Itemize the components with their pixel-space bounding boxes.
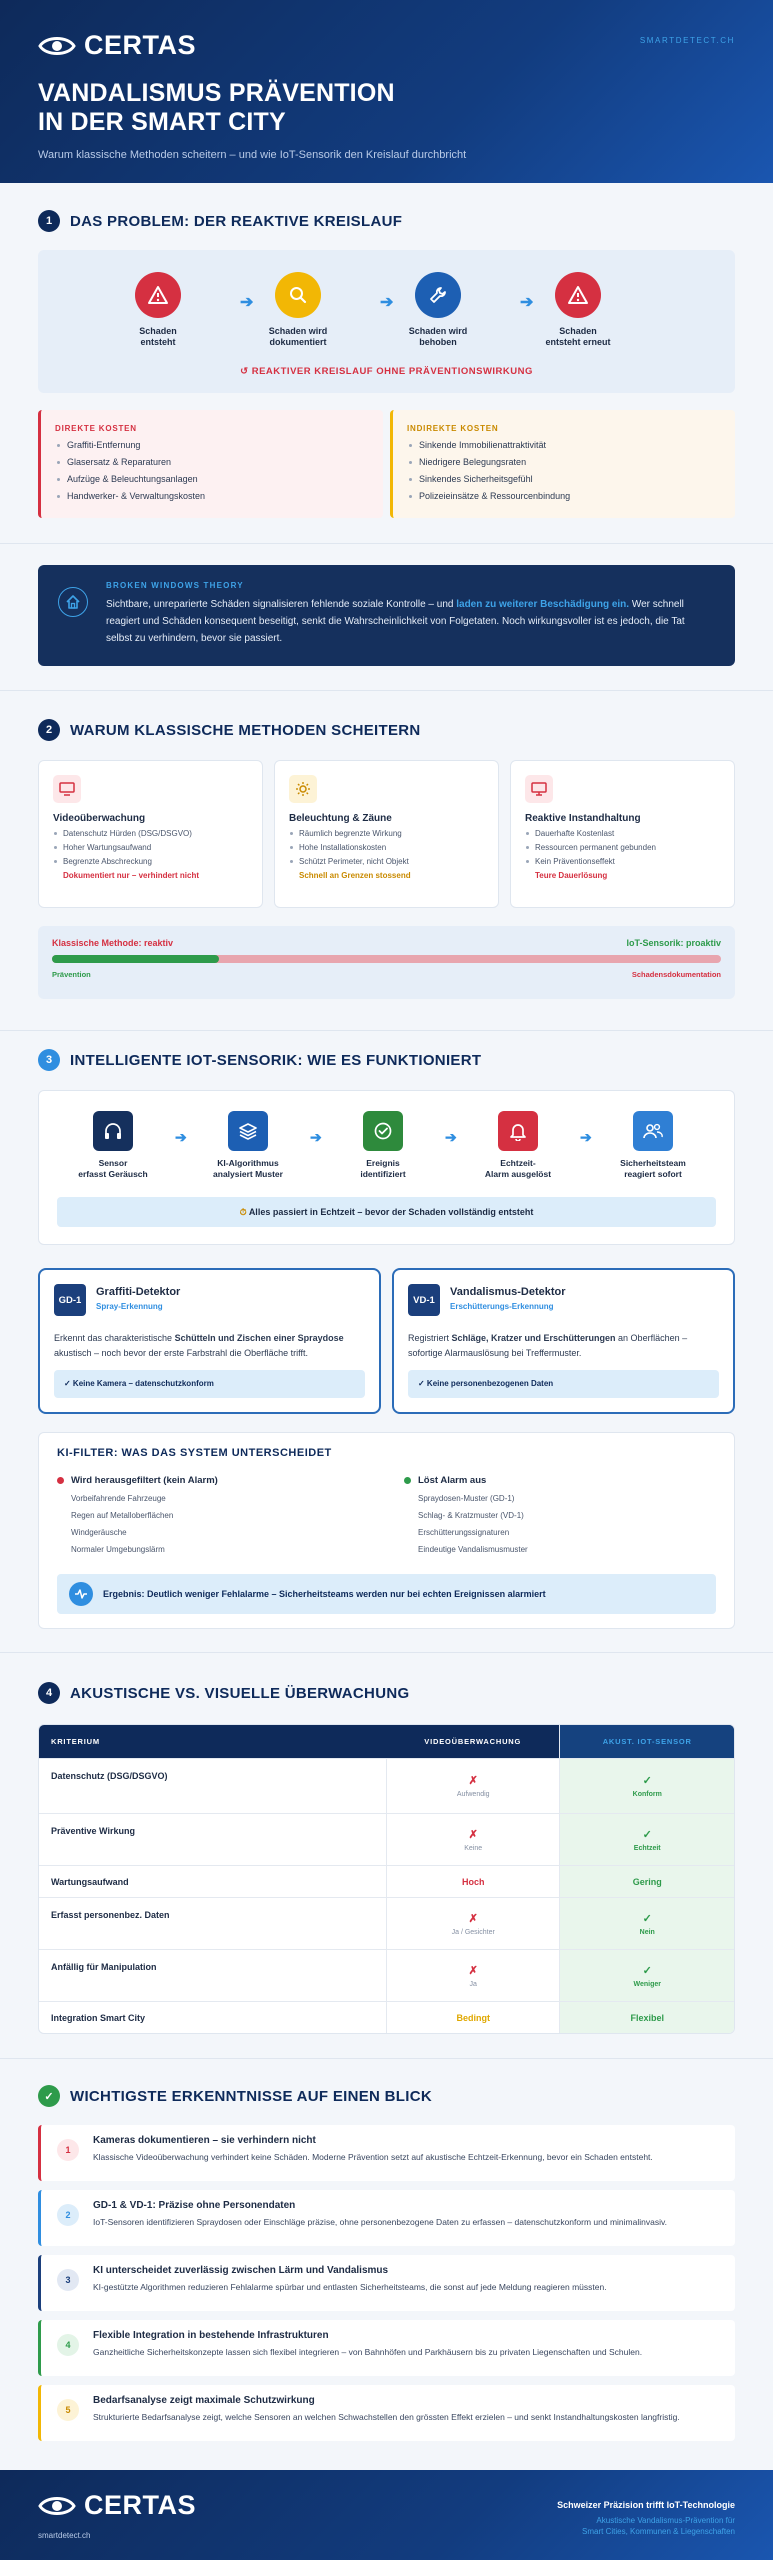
insight-text: IoT-Sensoren identifizieren Spraydosen oder Einschläge präzise, ohne personenbezogene Daten zu erfassen – datenschutzkonform und minimalinvasiv.	[93, 2217, 667, 2227]
pulse-icon	[69, 1582, 93, 1606]
green-dot-icon	[404, 1477, 411, 1484]
list-item: Niedrigere Belegungsraten	[407, 457, 721, 467]
column-header: AKUST. IOT-SENSOR	[559, 1725, 734, 1758]
title-line-2: IN DER SMART CITY	[38, 108, 286, 136]
insight-number: 2	[57, 2204, 79, 2226]
step-label: Schaden wird behoben	[408, 326, 468, 347]
table-row	[39, 1758, 734, 1813]
iot-step	[463, 1111, 573, 1180]
step-label: Schaden entsteht	[139, 326, 177, 347]
section-number: 4	[38, 1682, 60, 1704]
criterion: Integration Smart City	[51, 2012, 146, 2023]
headphones-icon	[93, 1111, 133, 1151]
list-item: Begrenzte Abschreckung	[53, 857, 248, 866]
ai-filter-box	[38, 1432, 735, 1629]
product-note: ✓ Keine Kamera – datenschutzkonform	[54, 1370, 365, 1398]
reactive-cycle-flow	[38, 250, 735, 393]
list-item: Dauerhafte Kostenlast	[525, 829, 720, 838]
cross-icon: ✗	[468, 1964, 478, 1977]
cell-note: Nein	[639, 1928, 655, 1936]
eye-icon	[38, 34, 76, 58]
arrow-right-icon: ➔	[310, 1129, 322, 1145]
check-icon: ✓	[642, 1964, 652, 1977]
tagline: Schweizer Präzision trifft IoT-Technologie	[557, 2500, 735, 2510]
check-icon: ✓	[642, 1912, 652, 1925]
cell-value: Bedingt	[456, 2012, 490, 2023]
insight-title: Flexible Integration in bestehende Infrastrukturen	[93, 2330, 329, 2341]
criterion: Erfasst personenbez. Daten	[51, 1910, 170, 1920]
step-label: KI-Algorithmus analysiert Muster	[213, 1158, 283, 1179]
list-item: Handwerker- & Verwaltungskosten	[55, 491, 369, 501]
cell-value: Flexibel	[630, 2012, 664, 2023]
result-text: Ergebnis: Deutlich weniger Fehlalarme – Sicherheitsteams werden nur bei echten Ereignissen alarmiert	[103, 1589, 546, 1599]
arrow-right-icon: ➔	[380, 294, 394, 311]
iot-step	[328, 1111, 438, 1180]
brand-name: CERTAS	[84, 30, 197, 60]
insight-card	[38, 2320, 735, 2376]
list-heading: Wird herausgefiltert (kein Alarm)	[71, 1475, 218, 1486]
arrow-right-icon: ➔	[240, 294, 254, 311]
eye-icon	[38, 2494, 76, 2518]
page-header	[0, 0, 773, 183]
criterion: Wartungsaufwand	[51, 1876, 129, 1887]
product-note: ✓ Keine personenbezogenen Daten	[408, 1370, 719, 1398]
list-item: Hohe Installationskosten	[289, 843, 484, 852]
list-item: Sinkende Immobilienattraktivität	[407, 440, 721, 450]
layers-icon	[228, 1111, 268, 1151]
step-label: Sensor erfasst Geräusch	[78, 1158, 148, 1179]
cell-note: Konform	[632, 1791, 662, 1798]
cycle-step	[253, 272, 343, 348]
warning-icon	[135, 272, 181, 318]
iot-step	[58, 1111, 168, 1180]
iot-flow	[38, 1090, 735, 1245]
check-icon: ✓	[642, 1775, 652, 1787]
criterion: Präventive Wirkung	[51, 1826, 135, 1836]
wrench-icon	[415, 272, 461, 318]
warning-icon	[555, 272, 601, 318]
list-item: Spraydosen-Muster (GD-1)	[418, 1494, 515, 1503]
insight-number: 5	[57, 2399, 79, 2421]
list-item: Regen auf Metalloberflächen	[71, 1511, 174, 1520]
cross-icon: ✗	[468, 1912, 478, 1925]
product-title: Graffiti-Detektor	[96, 1286, 181, 1298]
section-3-heading	[38, 1049, 481, 1071]
table-header	[39, 1725, 734, 1758]
check-circle-icon	[363, 1111, 403, 1151]
list-heading: Löst Alarm aus	[418, 1475, 487, 1486]
filter-title: KI-FILTER: WAS DAS SYSTEM UNTERSCHEIDET	[57, 1447, 332, 1459]
section-4-heading	[38, 1682, 409, 1704]
footer-tagline	[557, 2500, 735, 2537]
progress-bar	[52, 955, 721, 963]
bell-icon	[498, 1111, 538, 1151]
page-footer	[0, 2470, 773, 2560]
card-title: Videoüberwachung	[53, 813, 146, 824]
bar-sub-right: Schadensdokumentation	[631, 970, 721, 979]
column-header: KRITERIUM	[51, 1737, 100, 1746]
card-verdict: Dokumentiert nur – verhindert nicht	[63, 871, 200, 880]
cycle-step	[113, 272, 203, 348]
list-item: Hoher Wartungsaufwand	[53, 843, 248, 852]
section-title: DAS PROBLEM: DER REAKTIVE KREISLAUF	[70, 212, 403, 230]
insight-title: Kameras dokumentieren – sie verhindern nicht	[93, 2135, 316, 2146]
list-item: Windgeräusche	[71, 1528, 127, 1537]
tagline-sub: Akustische Vandalismus-Prävention für Smart Cities, Kommunen & Liegenschaften	[582, 2516, 735, 2536]
header-url[interactable]: SMARTDETECT.CH	[639, 36, 735, 45]
product-description: Erkennt das charakteristische Schütteln und Zischen einer Spraydose akustisch – noch bevor der erste Farbstrahl die Oberfläche trifft.	[54, 1333, 344, 1358]
section-1-heading	[38, 210, 402, 232]
filtered-list	[57, 1475, 357, 1554]
search-icon	[275, 272, 321, 318]
list-item: Aufzüge & Beleuchtungsanlagen	[55, 474, 369, 484]
broken-windows-theory-box	[38, 565, 735, 666]
cell-note: Aufwendig	[456, 1791, 490, 1798]
list-item: Polizeieinsätze & Ressourcenbindung	[407, 491, 721, 501]
theory-text: Sichtbare, unreparierte Schäden signalisieren fehlende soziale Kontrolle – und laden zu weiterer Beschädigung ein. Wer schnell reagiert und Schäden konsequent beseitigt, senkt die Wahrscheinlichkeit von Folgetaten. Noch wirkungsvoller ist es jedoch, die Tat selbst zu verhindern, bevor sie passiert.	[106, 599, 685, 644]
list-item: Erschütterungssignaturen	[418, 1528, 510, 1537]
cell-note: Ja / Gesichter	[451, 1928, 495, 1936]
iot-step	[598, 1111, 708, 1180]
table-row	[39, 2001, 734, 2033]
method-card-maintenance	[510, 760, 735, 908]
insight-card	[38, 2190, 735, 2246]
filter-result	[57, 1574, 716, 1614]
red-dot-icon	[57, 1477, 64, 1484]
insight-text: Strukturierte Bedarfsanalyse zeigt, welche Sensoren an welchen Schwachstellen den grössten Effekt erzielen – und senkt Instandhaltungskosten langfristig.	[93, 2412, 680, 2422]
sun-icon	[289, 775, 317, 803]
list-item: Glasersatz & Reparaturen	[55, 457, 369, 467]
list-item: Räumlich begrenzte Wirkung	[289, 829, 484, 838]
criterion: Datenschutz (DSG/DSGVO)	[51, 1771, 168, 1781]
arrow-right-icon: ➔	[580, 1129, 592, 1145]
table-row	[39, 1949, 734, 2001]
list-item: Schlag- & Kratzmuster (VD-1)	[418, 1511, 524, 1520]
iot-step	[193, 1111, 303, 1180]
product-badge: VD-1	[408, 1284, 440, 1316]
arrow-right-icon: ➔	[520, 294, 534, 311]
checkmark-icon: ✓	[38, 2085, 60, 2107]
cycle-caption: ↺ REAKTIVER KREISLAUF OHNE PRÄVENTIONSWIRKUNG	[240, 366, 533, 377]
page-subtitle: Warum klassische Methoden scheitern – und wie IoT-Sensorik den Kreislauf durchbricht	[38, 149, 467, 161]
cell-note: Keine	[464, 1844, 483, 1852]
criterion: Anfällig für Manipulation	[51, 1962, 157, 1972]
list-item: Graffiti-Entfernung	[55, 440, 369, 450]
monitor-icon	[53, 775, 81, 803]
realtime-text: Alles passiert in Echtzeit – bevor der Schaden vollständig entsteht	[248, 1207, 534, 1217]
table-row	[39, 1897, 734, 1949]
step-label: Sicherheitsteam reagiert sofort	[620, 1158, 686, 1179]
indirect-costs-title: INDIREKTE KOSTEN	[407, 424, 499, 433]
section-number: 2	[38, 719, 60, 741]
cell-value: Hoch	[461, 1876, 485, 1887]
check-icon: ✓	[642, 1828, 652, 1841]
list-item: Sinkendes Sicherheitsgefühl	[407, 474, 721, 484]
section-number: 1	[38, 210, 60, 232]
reactive-vs-proactive-bar	[38, 926, 735, 999]
insight-number: 1	[57, 2139, 79, 2161]
step-label: Ereignis identifiziert	[360, 1158, 406, 1179]
method-card-lighting	[274, 760, 499, 908]
section-title: WARUM KLASSISCHE METHODEN SCHEITERN	[70, 721, 421, 739]
cycle-step	[533, 272, 623, 348]
cell-value: Gering	[632, 1876, 662, 1887]
list-item: Datenschutz Hürden (DSG/DSGVO)	[53, 829, 248, 838]
insight-card	[38, 2255, 735, 2311]
card-verdict: Teure Dauerlösung	[535, 871, 608, 880]
brand-name: CERTAS	[84, 2490, 197, 2520]
insight-title: Bedarfsanalyse zeigt maximale Schutzwirkung	[93, 2395, 315, 2406]
cycle-step	[393, 272, 483, 348]
cell-note: Ja	[469, 1980, 477, 1988]
cross-icon: ✗	[468, 1828, 478, 1841]
section-number: 3	[38, 1049, 60, 1071]
insight-card	[38, 2385, 735, 2441]
title-line-1: VANDALISMUS PRÄVENTION	[38, 79, 395, 107]
step-label: Schaden wird dokumentiert	[268, 326, 328, 347]
list-item: Vorbeifahrende Fahrzeuge	[71, 1494, 166, 1503]
insight-text: Ganzheitliche Sicherheitskonzepte lassen sich flexibel integrieren – von Bahnhöfen und Parkhäusern bis zu privaten Liegenschaften und Schulen.	[93, 2347, 643, 2357]
section-title: WICHTIGSTE ERKENNTNISSE AUF EINEN BLICK	[70, 2087, 432, 2105]
section-5-heading	[38, 2085, 432, 2107]
bar-sub-left: Prävention	[52, 970, 91, 979]
insight-card	[38, 2125, 735, 2181]
vandalism-detector-card	[392, 1268, 735, 1414]
cell-note: Echtzeit	[633, 1844, 661, 1852]
column-header: VIDEOÜBERWACHUNG	[424, 1737, 522, 1746]
product-badge: GD-1	[54, 1284, 86, 1316]
arrow-right-icon: ➔	[445, 1129, 457, 1145]
insight-text: KI-gestützte Algorithmen reduzieren Fehlalarme spürbar und entlasten Sicherheitsteams, die sonst auf jede Meldung reagieren müssten.	[93, 2282, 607, 2292]
bar-left-label: Klassische Methode: reaktiv	[52, 938, 174, 948]
insight-number: 3	[57, 2269, 79, 2291]
indirect-costs-card	[390, 410, 735, 518]
list-item: Ressourcen permanent gebunden	[525, 843, 720, 852]
footer-url[interactable]: smartdetect.ch	[38, 2531, 91, 2540]
section-title: INTELLIGENTE IOT-SENSORIK: WIE ES FUNKTIONIERT	[70, 1051, 482, 1069]
realtime-banner	[57, 1197, 716, 1227]
list-item: Normaler Umgebungslärm	[71, 1545, 165, 1554]
insight-text: Klassische Videoüberwachung verhindert keine Schäden. Moderne Prävention setzt auf akustische Echtzeit-Erkennung, bevor ein Schaden entsteht.	[93, 2152, 653, 2162]
theory-title: BROKEN WINDOWS THEORY	[106, 581, 244, 590]
section-2-heading	[38, 719, 421, 741]
insight-title: GD-1 & VD-1: Präzise ohne Personendaten	[93, 2200, 296, 2211]
section-title: AKUSTISCHE VS. VISUELLE ÜBERWACHUNG	[70, 1684, 410, 1702]
team-icon	[633, 1111, 673, 1151]
insight-title: KI unterscheidet zuverlässig zwischen Lärm und Vandalismus	[93, 2265, 389, 2276]
page-title	[38, 79, 735, 137]
progress-bar-fill	[52, 955, 219, 963]
direct-costs-title: DIREKTE KOSTEN	[55, 424, 137, 433]
brand-logo[interactable]	[38, 30, 735, 61]
list-item: Schützt Perimeter, nicht Objekt	[289, 857, 484, 866]
cell-note: Weniger	[633, 1980, 661, 1988]
list-item: Eindeutige Vandalismusmuster	[418, 1545, 528, 1554]
product-subtitle: Erschütterungs-Erkennung	[450, 1302, 554, 1311]
direct-costs-card	[38, 410, 383, 518]
step-label: Schaden entsteht erneut	[545, 326, 611, 347]
product-description: Registriert Schläge, Kratzer und Erschütterungen an Oberflächen – sofortige Alarmauslösung bei Treffermuster.	[408, 1333, 688, 1358]
cross-icon: ✗	[468, 1775, 478, 1787]
home-icon	[58, 587, 88, 617]
clock-icon: ⏱	[239, 1207, 247, 1217]
card-title: Reaktive Instandhaltung	[525, 813, 641, 824]
card-verdict: Schnell an Grenzen stossend	[299, 871, 411, 880]
table-row	[39, 1865, 734, 1897]
arrow-right-icon: ➔	[175, 1129, 187, 1145]
list-item: Kein Präventionseffekt	[525, 857, 720, 866]
card-title: Beleuchtung & Zäune	[289, 813, 392, 824]
step-label: Echtzeit- Alarm ausgelöst	[484, 1158, 552, 1179]
comparison-table	[38, 1724, 735, 2034]
bar-right-label: IoT-Sensorik: proaktiv	[626, 938, 721, 948]
display-icon	[525, 775, 553, 803]
method-card-video	[38, 760, 263, 908]
product-title: Vandalismus-Detektor	[450, 1286, 566, 1298]
table-row	[39, 1813, 734, 1865]
insight-number: 4	[57, 2334, 79, 2356]
graffiti-detector-card	[38, 1268, 381, 1414]
alarm-list	[404, 1475, 704, 1554]
product-subtitle: Spray-Erkennung	[96, 1302, 163, 1311]
